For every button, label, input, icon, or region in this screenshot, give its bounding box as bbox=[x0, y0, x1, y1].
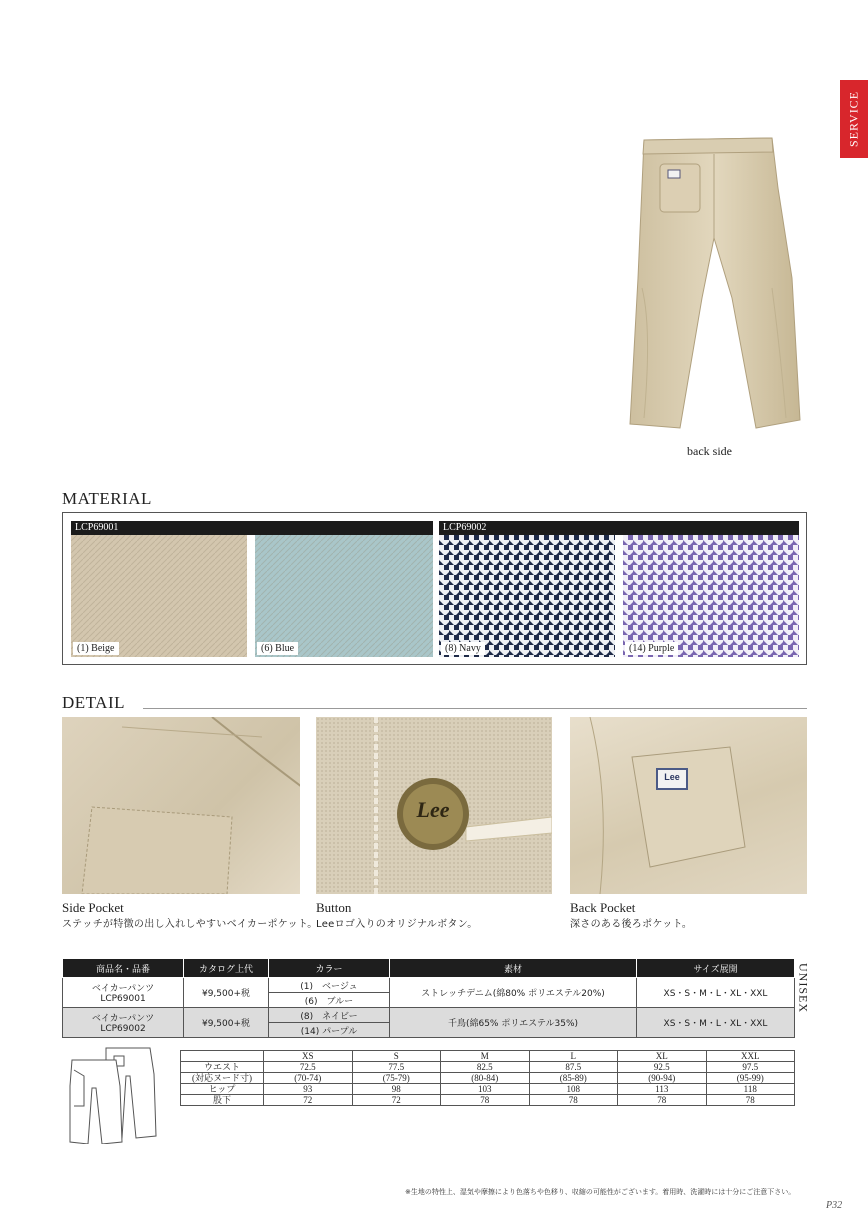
product-sizes: XS・S・M・L・XL・XXL bbox=[637, 1008, 795, 1038]
size-row-label: (対応ヌード寸) bbox=[181, 1073, 264, 1084]
col-header: カタログ上代 bbox=[184, 959, 269, 978]
size-cell: (90-94) bbox=[618, 1073, 707, 1084]
col-header: 商品名・品番 bbox=[63, 959, 184, 978]
product-code: LCP69002 bbox=[100, 1024, 146, 1034]
detail-item-title: Side Pocket bbox=[62, 900, 124, 915]
size-cell: 78 bbox=[529, 1095, 618, 1106]
size-cell: (85-89) bbox=[529, 1073, 618, 1084]
size-header bbox=[181, 1051, 264, 1062]
table-row bbox=[181, 1073, 795, 1084]
size-cell: 103 bbox=[441, 1084, 530, 1095]
size-cell: 77.5 bbox=[352, 1062, 441, 1073]
swatch-label: (6) Blue bbox=[257, 642, 298, 655]
size-cell: (75-79) bbox=[352, 1073, 441, 1084]
size-header: M bbox=[441, 1051, 530, 1062]
table-row bbox=[181, 1084, 795, 1095]
swatch-beige bbox=[71, 535, 247, 657]
swatch-label: (14) Purple bbox=[625, 642, 678, 655]
detail-item-title: Back Pocket bbox=[570, 900, 636, 915]
product-code: LCP69001 bbox=[100, 994, 146, 1004]
col-header: カラー bbox=[269, 959, 390, 978]
table-row bbox=[63, 978, 795, 993]
product-color: (6) ブルー bbox=[269, 993, 390, 1008]
size-cell: (80-84) bbox=[441, 1073, 530, 1084]
product-table bbox=[62, 958, 795, 1038]
size-cell: (95-99) bbox=[706, 1073, 795, 1084]
size-cell: 72 bbox=[352, 1095, 441, 1106]
size-cell: 78 bbox=[706, 1095, 795, 1106]
detail-item-desc: Leeロゴ入りのオリジナルボタン。 bbox=[316, 919, 478, 930]
material-title: MATERIAL bbox=[62, 489, 152, 508]
col-header: サイズ展開 bbox=[637, 959, 795, 978]
size-cell: 92.5 bbox=[618, 1062, 707, 1073]
size-header: XS bbox=[264, 1051, 353, 1062]
pants-back-photo bbox=[622, 128, 802, 438]
col-header: 素材 bbox=[390, 959, 637, 978]
size-cell: 118 bbox=[706, 1084, 795, 1095]
page-number: P32 bbox=[826, 1200, 843, 1211]
back-side-caption: back side bbox=[687, 444, 732, 458]
material-code-header: LCP69001 bbox=[71, 521, 433, 535]
size-cell: 72 bbox=[264, 1095, 353, 1106]
swatch-label: (8) Navy bbox=[441, 642, 485, 655]
size-header: L bbox=[529, 1051, 618, 1062]
product-price: ¥9,500+税 bbox=[184, 978, 269, 1008]
table-row bbox=[181, 1095, 795, 1106]
size-row-label: ヒップ bbox=[181, 1084, 264, 1095]
size-cell: (70-74) bbox=[264, 1073, 353, 1084]
product-name: ベイカーパンツ bbox=[91, 984, 155, 994]
size-cell: 93 bbox=[264, 1084, 353, 1095]
lee-button-logo: Lee bbox=[416, 797, 450, 822]
lee-label-logo: Lee bbox=[664, 772, 680, 782]
detail-item-title: Button bbox=[316, 900, 352, 915]
unisex-text: UNISEX bbox=[796, 963, 811, 1013]
size-cell: 108 bbox=[529, 1084, 618, 1095]
material-code-header: LCP69002 bbox=[439, 521, 799, 535]
product-price: ¥9,500+税 bbox=[184, 1008, 269, 1038]
size-cell: 97.5 bbox=[706, 1062, 795, 1073]
detail-title: DETAIL bbox=[62, 693, 126, 712]
material-box bbox=[62, 512, 807, 665]
size-header: S bbox=[352, 1051, 441, 1062]
table-row bbox=[63, 1008, 795, 1023]
size-cell: 98 bbox=[352, 1084, 441, 1095]
size-cell: 72.5 bbox=[264, 1062, 353, 1073]
detail-item-desc: ステッチが特徴の出し入れしやすいベイカーポケット。 bbox=[62, 919, 318, 930]
service-tab bbox=[840, 80, 868, 158]
product-color: (14) パープル bbox=[269, 1023, 390, 1038]
product-name: ベイカーパンツ bbox=[91, 1014, 155, 1024]
table-row bbox=[181, 1062, 795, 1073]
swatch-purple bbox=[623, 535, 799, 657]
product-sizes: XS・S・M・L・XL・XXL bbox=[637, 978, 795, 1008]
size-row-label: 股下 bbox=[181, 1095, 264, 1106]
swatch-label: (1) Beige bbox=[73, 642, 119, 655]
service-tab-label: SERVICE bbox=[846, 90, 861, 148]
size-row-label: ウエスト bbox=[181, 1062, 264, 1073]
size-cell: 78 bbox=[441, 1095, 530, 1106]
product-color: (8) ネイビー bbox=[269, 1008, 390, 1023]
detail-item-desc: 深さのある後ろポケット。 bbox=[570, 919, 693, 930]
size-header: XXL bbox=[706, 1051, 795, 1062]
product-color: (1) ベージュ bbox=[269, 978, 390, 993]
size-chart bbox=[180, 1050, 795, 1106]
back-pocket-photo bbox=[570, 717, 807, 894]
size-cell: 78 bbox=[618, 1095, 707, 1106]
swatch-blue bbox=[255, 535, 433, 657]
side-pocket-photo bbox=[62, 717, 300, 894]
detail-divider bbox=[143, 708, 807, 709]
product-material: 千鳥(綿65% ポリエステル35%) bbox=[390, 1008, 637, 1038]
pants-flat-sketch bbox=[66, 1046, 162, 1144]
care-footnote: ※生地の特性上、湿気や摩擦により色落ちや色移り、収縮の可能性がございます。着用時、洗濯時には十分にご注意下さい。 bbox=[405, 1188, 796, 1196]
size-header: XL bbox=[618, 1051, 707, 1062]
swatch-navy bbox=[439, 535, 615, 657]
size-cell: 113 bbox=[618, 1084, 707, 1095]
size-cell: 82.5 bbox=[441, 1062, 530, 1073]
size-cell: 87.5 bbox=[529, 1062, 618, 1073]
product-material: ストレッチデニム(綿80% ポリエステル20%) bbox=[390, 978, 637, 1008]
button-photo bbox=[316, 717, 552, 894]
unisex-label bbox=[796, 958, 810, 1018]
